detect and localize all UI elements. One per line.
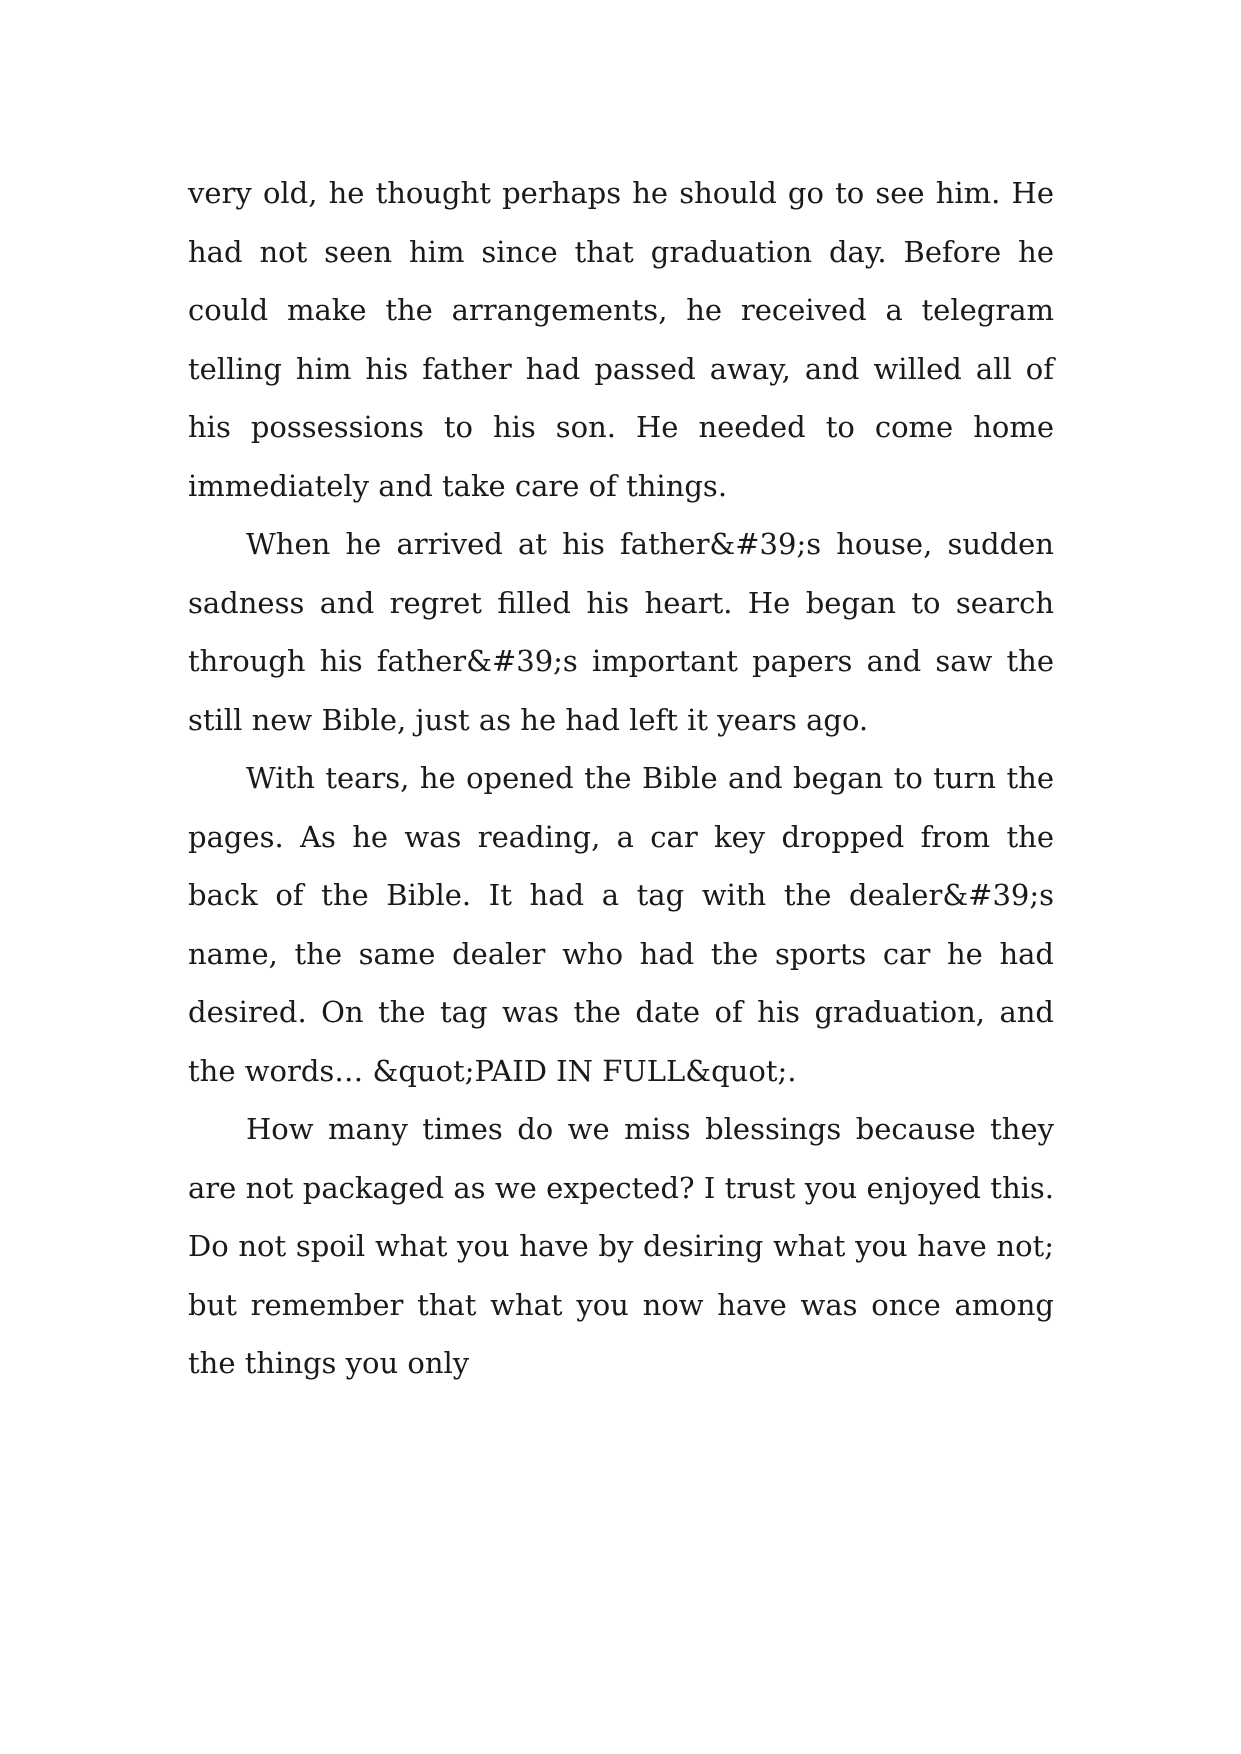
body-text	[188, 164, 1054, 1393]
paragraph-3: With tears, he opened the Bible and began to turn the pages. As he was reading, a car key dropped from the back of the Bible. It had a tag with the dealer&#39;s name, the same dealer who had the sports car he had desired. On the tag was the date of his graduation, and the words… &quot;PAID IN FULL&quot;.	[188, 761, 1054, 1088]
paragraph-2: When he arrived at his father&#39;s house, sudden sadness and regret filled his heart. He began to search through his father&#39;s important papers and saw the still new Bible, just as he had left it years ago.	[188, 527, 1054, 737]
paragraph-4: How many times do we miss blessings because they are not packaged as we expected? I trust you enjoyed this. Do not spoil what you have by desiring what you have not; but remember that what you now have was once among the things you only	[188, 1112, 1054, 1380]
paragraph-1: very old, he thought perhaps he should go to see him. He had not seen him since that graduation day. Before he could make the arrangements, he received a telegram telling him his father had passed away, and willed all of his possessions to his son. He needed to come home immediately and take care of things.	[188, 176, 1054, 503]
